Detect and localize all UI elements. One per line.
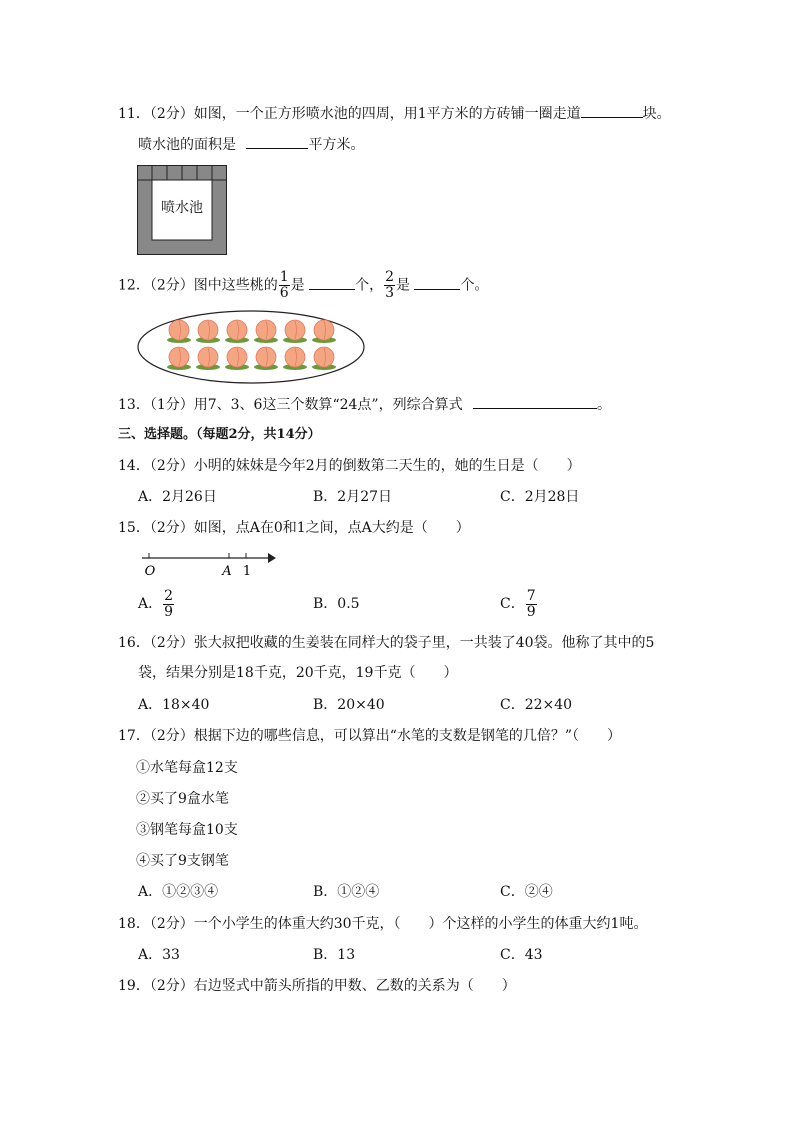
q18-stem: 18．（2分）一个小学生的体重大约30千克，（ ）个这样的小学生的体重大约1吨。 <box>118 916 648 932</box>
q17-info-4: ④买了9支钢笔 <box>136 853 229 869</box>
q11-line2-prefix: 喷水池的面积是 <box>138 137 236 153</box>
q18-option-b[interactable]: B．13 <box>313 947 356 963</box>
q15-option-b[interactable]: B．0.5 <box>313 596 360 612</box>
q11-line2-suffix: 平方米。 <box>308 137 365 153</box>
q12-line <box>118 270 488 301</box>
q18-option-c[interactable]: C．43 <box>500 947 543 963</box>
q12-mid3: 是 <box>396 277 411 294</box>
q17-option-a[interactable]: A．①②③④ <box>138 884 219 900</box>
q15-stem: 15．（2分）如图，点A在0和1之间，点A大约是（ ） <box>118 520 470 536</box>
q11-prefix: 11．（2分）如图，一个正方形喷水池的四周，用1平方米的方砖铺一圈走道 <box>118 106 581 122</box>
q16-line2: 袋，结果分别是18千克，20千克，19千克（ ） <box>138 665 458 681</box>
q13-suffix: 。 <box>597 397 612 413</box>
q13-prefix: 13．（1分）用7、3、6这三个数算“24点”，列综合算式 <box>118 397 463 413</box>
q11-blank-2[interactable] <box>246 134 308 149</box>
q17-info-3: ③钢笔每盒10支 <box>136 822 238 838</box>
q11-suffix1: 块。 <box>642 106 671 122</box>
q11-line1 <box>118 103 671 124</box>
q19-stem: 19．（2分）右边竖式中箭头所指的甲数、乙数的关系为（ ） <box>118 978 516 994</box>
q17-info-1: ①水笔每盒12支 <box>136 760 238 776</box>
q14-option-b[interactable]: B．2月27日 <box>313 489 393 505</box>
fountain-figure <box>137 165 227 255</box>
q12-blank-1[interactable] <box>309 275 355 290</box>
peach-plate-figure <box>136 310 368 386</box>
q13-line <box>118 394 611 415</box>
q16-option-a[interactable]: A．18×40 <box>138 697 210 713</box>
q17-option-c[interactable]: C．②④ <box>500 884 553 900</box>
fountain-label: 喷水池 <box>161 200 203 216</box>
label-o: O <box>144 564 156 579</box>
q12-frac-1: $\frac{1}{6}$ <box>279 269 289 301</box>
label-1: 1 <box>242 564 252 579</box>
q17-option-b[interactable]: B．①②④ <box>313 884 380 900</box>
q15-option-c[interactable]: C． $\frac{7}{9}$ <box>500 587 536 620</box>
arrow-icon <box>268 553 276 563</box>
q12-mid1: 是 <box>290 277 305 294</box>
q14-option-a[interactable]: A．2月26日 <box>138 489 217 505</box>
q11-line2 <box>138 134 364 155</box>
q12-mid2: 个， <box>355 277 384 294</box>
q14-option-c[interactable]: C．2月28日 <box>500 489 580 505</box>
q18-option-a[interactable]: A．33 <box>138 947 180 963</box>
q15-option-a[interactable]: A． $\frac{2}{9}$ <box>138 587 174 620</box>
q12-blank-2[interactable] <box>414 275 460 290</box>
q12-prefix: 12．（2分）图中这些桃的 <box>118 277 278 294</box>
label-a: A <box>222 564 232 579</box>
q17-stem: 17．（2分）根据下边的哪些信息，可以算出“水笔的支数是钢笔的几倍？”（ ） <box>118 728 622 744</box>
q14-stem: 14．（2分）小明的妹妹是今年2月的倒数第二天生的，她的生日是（ ） <box>118 458 581 474</box>
q11-blank-1[interactable] <box>581 103 643 118</box>
q12-suffix: 个。 <box>460 277 489 294</box>
q16-option-c[interactable]: C．22×40 <box>500 697 573 713</box>
q17-info-2: ②买了9盒水笔 <box>136 791 229 807</box>
q13-blank[interactable] <box>473 394 597 409</box>
q12-frac-2: $\frac{2}{3}$ <box>385 269 395 301</box>
section3-title: 三、选择题。（每题2分，共14分） <box>118 427 321 442</box>
q16-option-b[interactable]: B．20×40 <box>313 697 385 713</box>
number-line <box>136 546 281 580</box>
q16-line1: 16．（2分）张大叔把收藏的生姜装在同样大的袋子里，一共装了40袋。他称了其中的5 <box>118 635 655 651</box>
